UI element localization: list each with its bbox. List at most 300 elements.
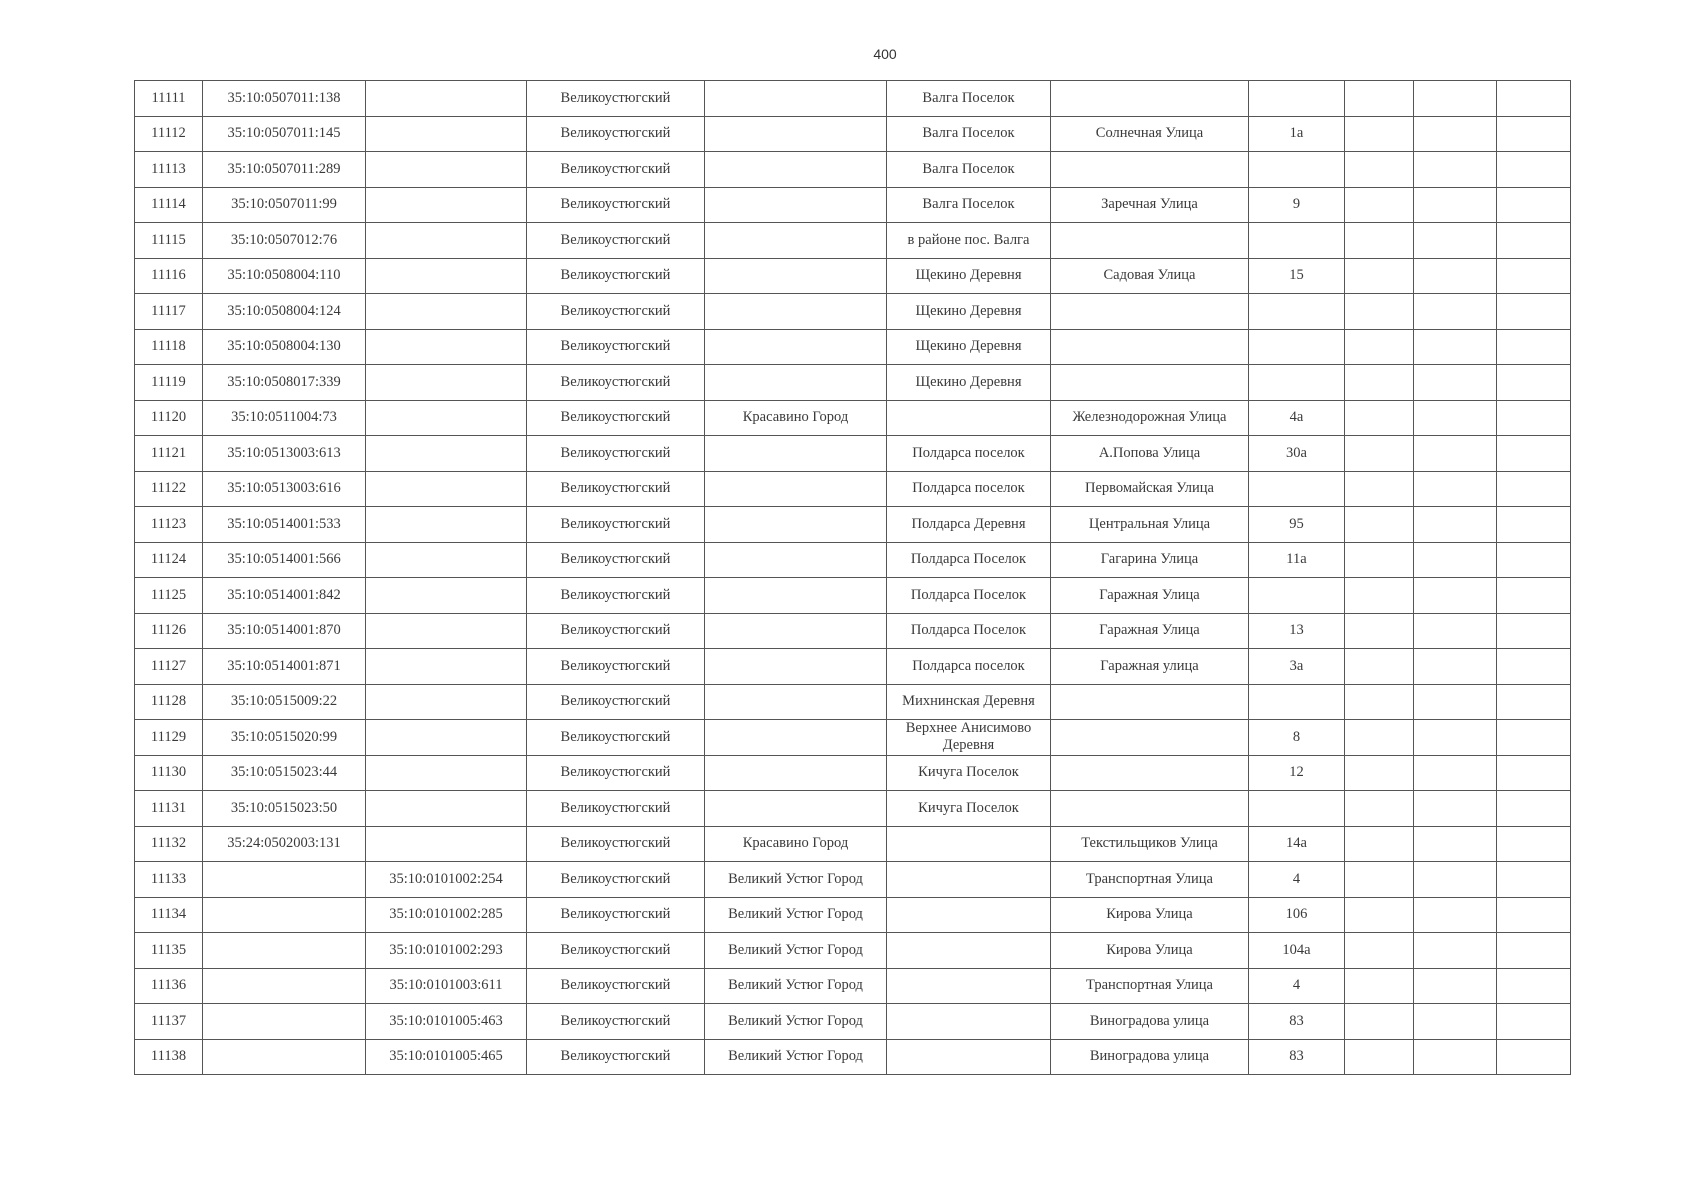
house-number-cell: 4а xyxy=(1249,400,1345,436)
table-row xyxy=(135,542,1571,578)
district-cell: Великоустюгский xyxy=(527,862,705,898)
extra-cell-3 xyxy=(1497,436,1571,472)
settlement-cell: Кичуга Поселок xyxy=(887,791,1051,827)
district-cell: Великоустюгский xyxy=(527,613,705,649)
extra-cell-2 xyxy=(1414,897,1497,933)
parent-cadastral-number-cell xyxy=(366,436,527,472)
street-cell: Гагарина Улица xyxy=(1051,542,1249,578)
parent-cadastral-number-cell xyxy=(366,258,527,294)
parent-cadastral-number-cell: 35:10:0101002:293 xyxy=(366,933,527,969)
city-cell: Великий Устюг Город xyxy=(705,897,887,933)
extra-cell-3 xyxy=(1497,329,1571,365)
parent-cadastral-number-cell xyxy=(366,578,527,614)
extra-cell-3 xyxy=(1497,684,1571,720)
city-cell xyxy=(705,152,887,188)
extra-cell-3 xyxy=(1497,578,1571,614)
extra-cell-2 xyxy=(1414,294,1497,330)
house-number-cell: 106 xyxy=(1249,897,1345,933)
cadastral-number-cell: 35:24:0502003:131 xyxy=(203,826,366,862)
street-cell: Виноградова улица xyxy=(1051,1004,1249,1040)
extra-cell-1 xyxy=(1345,258,1414,294)
city-cell xyxy=(705,755,887,791)
extra-cell-1 xyxy=(1345,1039,1414,1075)
street-cell xyxy=(1051,152,1249,188)
settlement-cell xyxy=(887,933,1051,969)
extra-cell-1 xyxy=(1345,578,1414,614)
table-row xyxy=(135,720,1571,756)
cadastral-number-cell: 35:10:0507012:76 xyxy=(203,223,366,259)
district-cell: Великоустюгский xyxy=(527,436,705,472)
extra-cell-3 xyxy=(1497,826,1571,862)
extra-cell-2 xyxy=(1414,720,1497,756)
district-cell: Великоустюгский xyxy=(527,897,705,933)
extra-cell-1 xyxy=(1345,968,1414,1004)
house-number-cell xyxy=(1249,329,1345,365)
row-number-cell: 11129 xyxy=(135,720,203,756)
district-cell: Великоустюгский xyxy=(527,81,705,117)
settlement-cell: в районе пос. Валга xyxy=(887,223,1051,259)
cadastral-number-cell: 35:10:0508017:339 xyxy=(203,365,366,401)
extra-cell-3 xyxy=(1497,613,1571,649)
extra-cell-2 xyxy=(1414,329,1497,365)
extra-cell-3 xyxy=(1497,542,1571,578)
parent-cadastral-number-cell xyxy=(366,400,527,436)
extra-cell-3 xyxy=(1497,187,1571,223)
settlement-cell: Валга Поселок xyxy=(887,152,1051,188)
extra-cell-1 xyxy=(1345,471,1414,507)
house-number-cell: 14а xyxy=(1249,826,1345,862)
house-number-cell: 8 xyxy=(1249,720,1345,756)
extra-cell-1 xyxy=(1345,365,1414,401)
extra-cell-3 xyxy=(1497,365,1571,401)
row-number-cell: 11117 xyxy=(135,294,203,330)
city-cell xyxy=(705,258,887,294)
registry-table xyxy=(134,80,1571,1075)
settlement-cell xyxy=(887,826,1051,862)
extra-cell-2 xyxy=(1414,578,1497,614)
cadastral-number-cell: 35:10:0515009:22 xyxy=(203,684,366,720)
table-row xyxy=(135,755,1571,791)
house-number-cell xyxy=(1249,152,1345,188)
street-cell: Кирова Улица xyxy=(1051,897,1249,933)
house-number-cell: 104а xyxy=(1249,933,1345,969)
house-number-cell: 15 xyxy=(1249,258,1345,294)
extra-cell-2 xyxy=(1414,471,1497,507)
city-cell xyxy=(705,507,887,543)
row-number-cell: 11116 xyxy=(135,258,203,294)
district-cell: Великоустюгский xyxy=(527,720,705,756)
settlement-cell: Полдарса поселок xyxy=(887,471,1051,507)
cadastral-number-cell: 35:10:0507011:99 xyxy=(203,187,366,223)
settlement-cell xyxy=(887,862,1051,898)
extra-cell-2 xyxy=(1414,862,1497,898)
row-number-cell: 11119 xyxy=(135,365,203,401)
row-number-cell: 11113 xyxy=(135,152,203,188)
extra-cell-2 xyxy=(1414,542,1497,578)
street-cell: Железнодорожная Улица xyxy=(1051,400,1249,436)
house-number-cell xyxy=(1249,365,1345,401)
table-row xyxy=(135,365,1571,401)
parent-cadastral-number-cell: 35:10:0101002:285 xyxy=(366,897,527,933)
city-cell xyxy=(705,578,887,614)
settlement-cell xyxy=(887,1004,1051,1040)
city-cell xyxy=(705,613,887,649)
parent-cadastral-number-cell xyxy=(366,649,527,685)
street-cell: Транспортная Улица xyxy=(1051,968,1249,1004)
parent-cadastral-number-cell xyxy=(366,684,527,720)
parent-cadastral-number-cell: 35:10:0101005:463 xyxy=(366,1004,527,1040)
table-row xyxy=(135,223,1571,259)
table-row xyxy=(135,329,1571,365)
row-number-cell: 11126 xyxy=(135,613,203,649)
district-cell: Великоустюгский xyxy=(527,826,705,862)
district-cell: Великоустюгский xyxy=(527,294,705,330)
row-number-cell: 11124 xyxy=(135,542,203,578)
street-cell: Гаражная Улица xyxy=(1051,578,1249,614)
table-row xyxy=(135,152,1571,188)
district-cell: Великоустюгский xyxy=(527,578,705,614)
parent-cadastral-number-cell xyxy=(366,329,527,365)
extra-cell-2 xyxy=(1414,436,1497,472)
table-row xyxy=(135,258,1571,294)
parent-cadastral-number-cell xyxy=(366,116,527,152)
extra-cell-3 xyxy=(1497,152,1571,188)
table-row xyxy=(135,649,1571,685)
parent-cadastral-number-cell: 35:10:0101003:611 xyxy=(366,968,527,1004)
extra-cell-2 xyxy=(1414,507,1497,543)
extra-cell-2 xyxy=(1414,81,1497,117)
row-number-cell: 11131 xyxy=(135,791,203,827)
street-cell: Гаражная Улица xyxy=(1051,613,1249,649)
row-number-cell: 11128 xyxy=(135,684,203,720)
extra-cell-1 xyxy=(1345,329,1414,365)
cadastral-number-cell xyxy=(203,1039,366,1075)
house-number-cell: 95 xyxy=(1249,507,1345,543)
cadastral-number-cell: 35:10:0508004:124 xyxy=(203,294,366,330)
settlement-cell: Щекино Деревня xyxy=(887,329,1051,365)
district-cell: Великоустюгский xyxy=(527,187,705,223)
extra-cell-1 xyxy=(1345,542,1414,578)
table-row xyxy=(135,400,1571,436)
cadastral-number-cell: 35:10:0513003:613 xyxy=(203,436,366,472)
extra-cell-1 xyxy=(1345,436,1414,472)
cadastral-number-cell xyxy=(203,968,366,1004)
settlement-cell xyxy=(887,897,1051,933)
cadastral-number-cell: 35:10:0508004:110 xyxy=(203,258,366,294)
extra-cell-3 xyxy=(1497,400,1571,436)
extra-cell-3 xyxy=(1497,294,1571,330)
district-cell: Великоустюгский xyxy=(527,684,705,720)
cadastral-number-cell: 35:10:0507011:289 xyxy=(203,152,366,188)
house-number-cell xyxy=(1249,223,1345,259)
row-number-cell: 11115 xyxy=(135,223,203,259)
extra-cell-1 xyxy=(1345,81,1414,117)
extra-cell-3 xyxy=(1497,223,1571,259)
settlement-cell: Кичуга Поселок xyxy=(887,755,1051,791)
city-cell: Великий Устюг Город xyxy=(705,1039,887,1075)
house-number-cell: 11а xyxy=(1249,542,1345,578)
extra-cell-1 xyxy=(1345,613,1414,649)
city-cell xyxy=(705,649,887,685)
extra-cell-1 xyxy=(1345,294,1414,330)
house-number-cell xyxy=(1249,684,1345,720)
cadastral-number-cell: 35:10:0507011:138 xyxy=(203,81,366,117)
cadastral-number-cell xyxy=(203,862,366,898)
extra-cell-1 xyxy=(1345,152,1414,188)
settlement-cell: Щекино Деревня xyxy=(887,365,1051,401)
page-number: 400 xyxy=(873,46,897,62)
city-cell xyxy=(705,542,887,578)
district-cell: Великоустюгский xyxy=(527,791,705,827)
cadastral-number-cell xyxy=(203,897,366,933)
parent-cadastral-number-cell xyxy=(366,471,527,507)
extra-cell-2 xyxy=(1414,365,1497,401)
street-cell: Солнечная Улица xyxy=(1051,116,1249,152)
house-number-cell xyxy=(1249,81,1345,117)
street-cell: Транспортная Улица xyxy=(1051,862,1249,898)
parent-cadastral-number-cell xyxy=(366,294,527,330)
row-number-cell: 11122 xyxy=(135,471,203,507)
cadastral-number-cell: 35:10:0515020:99 xyxy=(203,720,366,756)
cadastral-number-cell: 35:10:0514001:871 xyxy=(203,649,366,685)
settlement-cell: Валга Поселок xyxy=(887,81,1051,117)
extra-cell-3 xyxy=(1497,791,1571,827)
table-row xyxy=(135,436,1571,472)
cadastral-number-cell: 35:10:0514001:533 xyxy=(203,507,366,543)
street-cell: Виноградова улица xyxy=(1051,1039,1249,1075)
row-number-cell: 11135 xyxy=(135,933,203,969)
row-number-cell: 11137 xyxy=(135,1004,203,1040)
table-row xyxy=(135,116,1571,152)
table-body xyxy=(135,81,1571,1075)
city-cell xyxy=(705,223,887,259)
parent-cadastral-number-cell xyxy=(366,755,527,791)
row-number-cell: 11133 xyxy=(135,862,203,898)
settlement-cell: Верхнее Анисимово Деревня xyxy=(887,720,1051,756)
parent-cadastral-number-cell xyxy=(366,826,527,862)
district-cell: Великоустюгский xyxy=(527,933,705,969)
city-cell xyxy=(705,294,887,330)
city-cell xyxy=(705,720,887,756)
row-number-cell: 11127 xyxy=(135,649,203,685)
parent-cadastral-number-cell xyxy=(366,81,527,117)
street-cell: Садовая Улица xyxy=(1051,258,1249,294)
table-row xyxy=(135,684,1571,720)
extra-cell-3 xyxy=(1497,968,1571,1004)
street-cell xyxy=(1051,365,1249,401)
extra-cell-3 xyxy=(1497,862,1571,898)
settlement-cell xyxy=(887,968,1051,1004)
extra-cell-1 xyxy=(1345,862,1414,898)
cadastral-number-cell: 35:10:0514001:842 xyxy=(203,578,366,614)
row-number-cell: 11138 xyxy=(135,1039,203,1075)
table-row xyxy=(135,1039,1571,1075)
house-number-cell: 83 xyxy=(1249,1004,1345,1040)
extra-cell-3 xyxy=(1497,471,1571,507)
house-number-cell: 30а xyxy=(1249,436,1345,472)
extra-cell-3 xyxy=(1497,897,1571,933)
extra-cell-3 xyxy=(1497,81,1571,117)
row-number-cell: 11114 xyxy=(135,187,203,223)
cadastral-number-cell: 35:10:0514001:870 xyxy=(203,613,366,649)
parent-cadastral-number-cell xyxy=(366,720,527,756)
extra-cell-1 xyxy=(1345,116,1414,152)
cadastral-number-cell: 35:10:0511004:73 xyxy=(203,400,366,436)
parent-cadastral-number-cell xyxy=(366,791,527,827)
district-cell: Великоустюгский xyxy=(527,1039,705,1075)
extra-cell-2 xyxy=(1414,187,1497,223)
table-row xyxy=(135,613,1571,649)
table-row xyxy=(135,471,1571,507)
extra-cell-2 xyxy=(1414,755,1497,791)
extra-cell-2 xyxy=(1414,258,1497,294)
street-cell xyxy=(1051,720,1249,756)
table-row xyxy=(135,933,1571,969)
street-cell xyxy=(1051,223,1249,259)
district-cell: Великоустюгский xyxy=(527,471,705,507)
parent-cadastral-number-cell: 35:10:0101005:465 xyxy=(366,1039,527,1075)
district-cell: Великоустюгский xyxy=(527,507,705,543)
district-cell: Великоустюгский xyxy=(527,755,705,791)
parent-cadastral-number-cell xyxy=(366,613,527,649)
table-row xyxy=(135,897,1571,933)
settlement-cell: Полдарса поселок xyxy=(887,436,1051,472)
extra-cell-1 xyxy=(1345,720,1414,756)
table-row xyxy=(135,578,1571,614)
settlement-cell: Щекино Деревня xyxy=(887,294,1051,330)
city-cell xyxy=(705,436,887,472)
row-number-cell: 11112 xyxy=(135,116,203,152)
house-number-cell: 4 xyxy=(1249,862,1345,898)
house-number-cell: 4 xyxy=(1249,968,1345,1004)
row-number-cell: 11134 xyxy=(135,897,203,933)
parent-cadastral-number-cell xyxy=(366,507,527,543)
street-cell xyxy=(1051,329,1249,365)
row-number-cell: 11120 xyxy=(135,400,203,436)
district-cell: Великоустюгский xyxy=(527,223,705,259)
house-number-cell xyxy=(1249,294,1345,330)
settlement-cell: Щекино Деревня xyxy=(887,258,1051,294)
extra-cell-3 xyxy=(1497,116,1571,152)
extra-cell-2 xyxy=(1414,400,1497,436)
settlement-cell: Полдарса Поселок xyxy=(887,613,1051,649)
cadastral-number-cell: 35:10:0513003:616 xyxy=(203,471,366,507)
row-number-cell: 11136 xyxy=(135,968,203,1004)
cadastral-number-cell xyxy=(203,1004,366,1040)
settlement-cell: Валга Поселок xyxy=(887,116,1051,152)
extra-cell-3 xyxy=(1497,507,1571,543)
table-row xyxy=(135,791,1571,827)
city-cell xyxy=(705,116,887,152)
cadastral-number-cell xyxy=(203,933,366,969)
district-cell: Великоустюгский xyxy=(527,258,705,294)
district-cell: Великоустюгский xyxy=(527,152,705,188)
extra-cell-1 xyxy=(1345,507,1414,543)
city-cell xyxy=(705,684,887,720)
extra-cell-3 xyxy=(1497,258,1571,294)
district-cell: Великоустюгский xyxy=(527,1004,705,1040)
city-cell: Красавино Город xyxy=(705,826,887,862)
street-cell: Центральная Улица xyxy=(1051,507,1249,543)
house-number-cell: 12 xyxy=(1249,755,1345,791)
extra-cell-1 xyxy=(1345,684,1414,720)
cadastral-number-cell: 35:10:0515023:44 xyxy=(203,755,366,791)
table-row xyxy=(135,862,1571,898)
extra-cell-2 xyxy=(1414,116,1497,152)
settlement-cell: Полдарса Поселок xyxy=(887,578,1051,614)
table-row xyxy=(135,826,1571,862)
parent-cadastral-number-cell xyxy=(366,365,527,401)
house-number-cell: 83 xyxy=(1249,1039,1345,1075)
extra-cell-2 xyxy=(1414,223,1497,259)
street-cell: Заречная Улица xyxy=(1051,187,1249,223)
cadastral-number-cell: 35:10:0514001:566 xyxy=(203,542,366,578)
extra-cell-1 xyxy=(1345,1004,1414,1040)
extra-cell-3 xyxy=(1497,1039,1571,1075)
extra-cell-1 xyxy=(1345,649,1414,685)
city-cell xyxy=(705,365,887,401)
district-cell: Великоустюгский xyxy=(527,968,705,1004)
street-cell: Кирова Улица xyxy=(1051,933,1249,969)
extra-cell-1 xyxy=(1345,400,1414,436)
street-cell: Гаражная улица xyxy=(1051,649,1249,685)
house-number-cell: 3а xyxy=(1249,649,1345,685)
extra-cell-2 xyxy=(1414,933,1497,969)
extra-cell-2 xyxy=(1414,1039,1497,1075)
settlement-cell: Полдарса поселок xyxy=(887,649,1051,685)
row-number-cell: 11123 xyxy=(135,507,203,543)
house-number-cell xyxy=(1249,471,1345,507)
extra-cell-2 xyxy=(1414,1004,1497,1040)
city-cell xyxy=(705,791,887,827)
city-cell: Великий Устюг Город xyxy=(705,862,887,898)
street-cell: Первомайская Улица xyxy=(1051,471,1249,507)
cadastral-number-cell: 35:10:0507011:145 xyxy=(203,116,366,152)
table-row xyxy=(135,968,1571,1004)
district-cell: Великоустюгский xyxy=(527,329,705,365)
settlement-cell: Полдарса Деревня xyxy=(887,507,1051,543)
extra-cell-3 xyxy=(1497,755,1571,791)
row-number-cell: 11125 xyxy=(135,578,203,614)
settlement-cell: Валга Поселок xyxy=(887,187,1051,223)
table-row xyxy=(135,1004,1571,1040)
house-number-cell xyxy=(1249,791,1345,827)
settlement-cell: Полдарса Поселок xyxy=(887,542,1051,578)
district-cell: Великоустюгский xyxy=(527,649,705,685)
city-cell xyxy=(705,81,887,117)
district-cell: Великоустюгский xyxy=(527,116,705,152)
extra-cell-1 xyxy=(1345,187,1414,223)
cadastral-number-cell: 35:10:0508004:130 xyxy=(203,329,366,365)
parent-cadastral-number-cell xyxy=(366,223,527,259)
row-number-cell: 11132 xyxy=(135,826,203,862)
street-cell xyxy=(1051,791,1249,827)
parent-cadastral-number-cell xyxy=(366,542,527,578)
extra-cell-1 xyxy=(1345,791,1414,827)
table-row xyxy=(135,507,1571,543)
city-cell: Великий Устюг Город xyxy=(705,968,887,1004)
extra-cell-1 xyxy=(1345,755,1414,791)
house-number-cell: 1а xyxy=(1249,116,1345,152)
parent-cadastral-number-cell: 35:10:0101002:254 xyxy=(366,862,527,898)
city-cell xyxy=(705,187,887,223)
extra-cell-3 xyxy=(1497,1004,1571,1040)
extra-cell-2 xyxy=(1414,826,1497,862)
city-cell xyxy=(705,471,887,507)
street-cell: Текстильщиков Улица xyxy=(1051,826,1249,862)
settlement-cell: Михнинская Деревня xyxy=(887,684,1051,720)
row-number-cell: 11118 xyxy=(135,329,203,365)
